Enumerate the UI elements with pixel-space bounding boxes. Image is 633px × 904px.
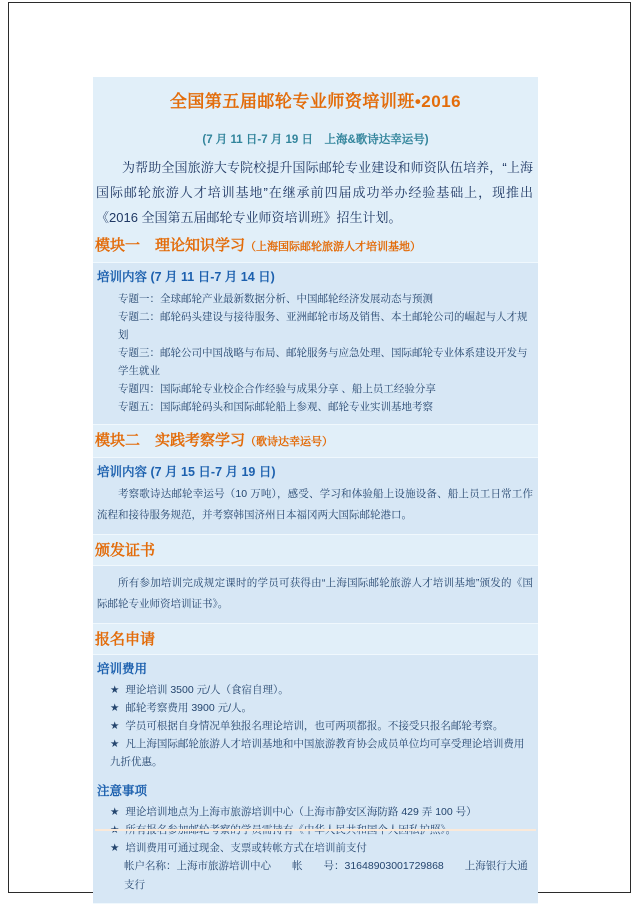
module2-paragraph: 考察歌诗达邮轮幸运号（10 万吨），感受、学习和体验船上设施设备、船上员工日常工作流程和接待服务规范，并考察韩国济州日本福冈两大国际邮轮港口。 xyxy=(97,488,533,521)
bottom-divider xyxy=(95,829,536,831)
module2-content-box xyxy=(93,457,538,535)
application-content-box xyxy=(93,654,538,904)
topic-item: 专题一：全球邮轮产业最新数据分析、中国邮轮经济发展动态与预测 xyxy=(118,293,433,305)
intro-paragraph: 为帮助全国旅游大专院校提升国际邮轮专业建设和师资队伍培养，“上海国际邮轮旅游人才培训基地”在继承前四届成功举办经验基础上，现推出《2016 全国第五届邮轮专业师资培训班》招生计划。 xyxy=(96,160,533,225)
module1-topic-list xyxy=(97,290,533,416)
fee-item-text: 邮轮考察费用 3900 元/人。 xyxy=(125,702,253,714)
module1-heading-note: （上海国际邮轮旅游人才培训基地） xyxy=(245,241,422,253)
star-bullet-icon: ★ xyxy=(110,720,120,732)
fee-item xyxy=(97,699,533,717)
bank-account-line: 帐户名称：上海市旅游培训中心 帐 号：31648903001729868 上海银行大通支行 xyxy=(124,860,528,891)
star-bullet-icon: ★ xyxy=(110,842,120,854)
topic-item: 专题四：国际邮轮专业校企合作经验与成果分享 、船上员工经验分享 xyxy=(118,383,436,395)
star-bullet-icon: ★ xyxy=(110,806,120,818)
note-item-text: 理论培训地点为上海市旅游培训中心（上海市静安区海防路 429 弄 100 号） xyxy=(125,806,477,818)
note-item-text: 培训费用可通过现金、支票或转帐方式在培训前支付 xyxy=(125,842,367,854)
fee-item xyxy=(97,717,533,735)
notes-title: 注意事项 xyxy=(97,784,148,798)
certificate-content-box xyxy=(93,565,538,624)
section-heading-application xyxy=(95,630,538,649)
fees-title: 培训费用 xyxy=(97,662,148,676)
page-title: 全国第五届邮轮专业师资培训班•2016 xyxy=(169,92,462,111)
fee-item xyxy=(97,681,533,699)
certificate-heading-text: 颁发证书 xyxy=(95,542,156,559)
topic-item: 专题二：邮轮码头建设与接待服务、亚洲邮轮市场及销售、本土邮轮公司的崛起与人才规划 xyxy=(118,311,528,341)
application-heading-text: 报名申请 xyxy=(95,631,156,648)
module1-content-box xyxy=(93,262,538,425)
module2-box-title: 培训内容 (7 月 15 日-7 月 19 日) xyxy=(97,465,276,479)
note-item xyxy=(97,803,533,821)
star-bullet-icon: ★ xyxy=(110,684,120,696)
fee-item-text: 理论培训 3500 元/人（食宿自理）。 xyxy=(125,684,289,696)
fees-list xyxy=(97,681,533,771)
topic-item: 专题五：国际邮轮码头和国际邮轮船上参观、邮轮专业实训基地考察 xyxy=(118,401,433,413)
module2-heading-note: （歌诗达幸运号） xyxy=(245,436,334,448)
fee-item-text: 学员可根据自身情况单独报名理论培训，也可两项都报。不接受只报名邮轮考察。 xyxy=(125,720,504,732)
fee-item xyxy=(97,735,533,771)
note-item xyxy=(97,839,533,857)
module1-heading-text: 模块一 理论知识学习 xyxy=(95,237,246,254)
flyer-panel xyxy=(93,77,538,891)
topic-item: 专题三：邮轮公司中国战略与布局、邮轮服务与应急处理、国际邮轮专业体系建设开发与学生就业 xyxy=(118,347,528,377)
section-heading-certificate xyxy=(95,541,538,560)
module1-box-title: 培训内容 (7 月 11 日-7 月 14 日) xyxy=(97,270,275,284)
star-bullet-icon: ★ xyxy=(110,738,120,750)
page-subtitle: (7 月 11 日-7 月 19 日 上海&歌诗达幸运号) xyxy=(202,134,429,146)
section-heading-module2 xyxy=(95,431,538,452)
section-heading-module1 xyxy=(95,236,538,257)
fee-item-text: 凡上海国际邮轮旅游人才培训基地和中国旅游教育协会成员单位均可享受理论培训费用九折优惠。 xyxy=(110,738,525,768)
star-bullet-icon: ★ xyxy=(110,702,120,714)
module2-heading-text: 模块二 实践考察学习 xyxy=(95,432,246,449)
certificate-paragraph: 所有参加培训完成规定课时的学员可获得由“上海国际邮轮旅游人才培训基地”颁发的《国际邮轮专业师资培训证书》。 xyxy=(97,577,533,610)
